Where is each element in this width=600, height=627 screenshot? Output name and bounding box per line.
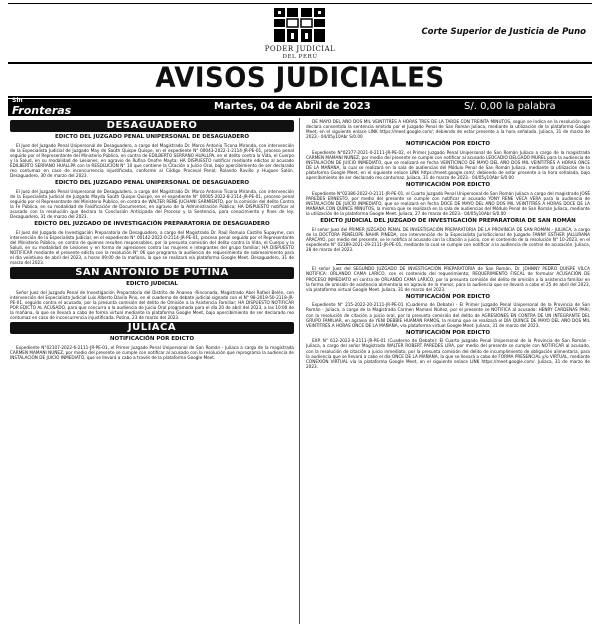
publication-date: Martes, 04 de Abril de 2023 <box>214 101 371 112</box>
notice-heading: EDICTO JUDICIAL <box>126 281 178 288</box>
notice-heading: EDICTO DEL JUZGADO PENAL UNIPERSONAL DE DESAGUADERO <box>54 180 250 187</box>
notice-heading: NOTIFICACIÓN POR EDICTO <box>405 141 491 148</box>
notice-text: EXP. N° 612-2022-0-2111-JR-PE-01 (Cuaderno de Debate): El Cuarto Juzgado Penal Unipersonal de la Provincia de San Román - Juliaca, a cargo del señor Magistrado WALTER ROBERT PAREDES LIRA, por medio del presente se cumple con NOTIFICAR al acusado, con la resolución de citación a juicio inmediato, por la presunta comisión del delito de incumplimiento de obligación alimentaria, para la audiencia que se llevará a cabo el día ONCE DE LA MAÑANA, la que se llevará a cabo de FORMA PRESENCIAL y/o VIRTUAL, mediante CONEXIÓN VIRTUAL vía la plataforma Google Meet, en el siguiente enlace LINK https://meet.google.com/. Juliaca, 31 de marzo de 2023. <box>306 338 590 369</box>
section-heading: SAN ANTONIO DE PUTINA <box>10 267 294 279</box>
notice-text: Expediente N°02386-2022-0-2111-JR-PE-01, el Cuarto Juzgado Penal Unipersonal de San Román Juliaca a cargo del magistrado JOSÉ PAREDES ERNESTO, por medio del presente se cumple con notificar al acusado YONY RENE VECA VERA para la audiencia de INSTALACIÓN DE JUICIO INMEDIATO, que se realizará en fecha DOCE DE MAYO DEL AÑO DOS MIL VEINTITRÉS A HORAS DOCE DE LA MAÑANA CON QUINCE MINUTOS, la misma que se realizará en la sala de audiencias del Módulo Penal de San Román Juliaca, mediante la utilización de la plataforma Google Meet. Juliaca, 27 de marzo de 2023.- 04/05y10Abr S/0.00 <box>306 190 590 217</box>
band-small-label: Sin <box>12 97 23 104</box>
section-heading: DESAGUADERO <box>10 120 294 132</box>
band-publication-name: Fronteras <box>12 104 72 117</box>
notice-text: El Juez del Juzgado Penal Unipersonal de Desaguadero, a cargo del Magistrado Dr. Marco Antonio Ticona Miranda, con intervención de la Especialista Judicial de Juzgado Mayda Saúth Quispe Quispe, en el expediente N° 00005-2022-8-2114-JR-PE-01, proceso penal seguido por el Representante del Ministerio Público, en contra de WALTER RENE JUCHANI SARMIENTO, por la comisión del delito Contra la Fe Pública, en su modalidad de Falsificación de Documentos, en agravio de la Administración Pública; HA DISPUESTO notificar al acusado con la resolución que declara la Conclusión Anticipada del Proceso y la Sentencia, para conocimiento y fines de ley. Desaguadero, 31 de marzo del 2023. <box>10 188 294 220</box>
section-heading: JULIACA <box>10 322 294 334</box>
left-column <box>10 119 294 624</box>
notice-text: El Juez del Juzgado Penal Unipersonal de Desaguadero, a cargo del Magistrado Dr. Marco Antonio Ticona Miranda, con intervención de la Especialista Judicial de Juzgado May de Saúth Quispe Quispe, en el expediente N° 00043-2022-1-2114-JR-PE-01, proceso penal seguido por el Representante del Ministerio Público, en contra de EDILBERTO SERRANO HUALLPA, en el delito contra la Vida, el Cuerpo y la Salud, en su modalidad de Lesiones, en agravio de Rufina Onofre Mayta; HA DISPUESTO notificar mediante edictos al acusado EDILBERTO SERRANO HUALLPA con la RESOLUCIÓN N° 10 que contiene la Citación a Juicio Oral, bajo apercibimiento de ser declarado reo contumaz en caso de inconcurrencia injustificada, conforme al Código Procesal Penal; Rolando Ravillo y Hugues Salón. Desaguadero, 30 de marzo del 2023. <box>10 142 294 179</box>
brand-name: PODER JUDICIAL <box>264 45 336 53</box>
notice-heading: NOTIFICACIÓN POR EDICTO <box>405 293 491 300</box>
signature-mark <box>336 254 560 265</box>
brand-subtitle: DEL PERÚ <box>282 54 318 60</box>
notice-heading: NOTIFICACIÓN POR EDICTO <box>109 336 195 343</box>
court-name: Corte Superior de Justicia de Puno <box>421 27 586 37</box>
notice-text: El señor Juez del PRIMER JUZGADO PENAL DE INVESTIGACIÓN PREPARATORIA DE LA PROVINCIA DE SAN ROMÁN - JULIACA, a cargo de la DOCTORA PENÉLOPE NAHIR PINEDA, con intervención de la Especialista Jurisdiccional de Juzgado FANNY ESTHER JALLURANA ARACAYO, por medio del presente, se le notifica al acusado con la citación a juicio, con el contenido de la resolución N° 10-2023, en el expediente N° 02189-2021-29-2111-JR-PE-01, mediante la cual se cumple con notificar a la audiencia de control de acusación. Juliaca, 28 de marzo del 2023. <box>306 226 590 253</box>
notice-text: Señor Juez del Juzgado Penal de Investigación Preparatoria del Distrito de Ananea -Rinconada, Magistrado Abel Rafael Belén, con intervención del Especialista Judicial Luis Alberto Dávila Pino, en el cuaderno de debate judicial signado con el N° 98-2019-50-2118-JR-PE-01, seguido contra el acusado, por la presunta comisión del delito de Omisión a la Asistencia Familiar; HA DISPUESTO NOTIFICAR POR EDICTO AL ACUSADO, para que concurra a la audiencia de Juicio Oral programada para el día 20 de abril del 2023, a las 10:00 de la mañana, la que se llevará a cabo de forma virtual mediante la plataforma Google Meet, bajo apercibimiento de ser declarado reo contumaz en caso de inconcurrencia injustificada. Putina, 23 de marzo del 2023. <box>10 289 294 321</box>
notice-text: Expediente N° 215-2022-20-2111-JR-PE-01 (Cuaderno de Debate) - El Primer Juzgado Penal Unipersonal de la Provincia de San Román - Juliaca, a cargo de la Magistrada Carmen Mamani Núñez, por el presente se NOTIFICA al acusado: HENRY CARDENAS PARI, con la resolución de citación a juicio oral, por la presunta comisión del delito de AGRESIONES EN CONTRA DE UN INTEGRANTE DEL GRUPO FAMILIAR, en agravio de YENI DEBBIE HUAMAN RAMOS, la misma que se realizará el DÍA QUINCE DE MAYO DEL AÑO DOS MIL VEINTITRÉS A HORAS ONCE DE LA MAÑANA, vía plataforma virtual Google Meet. Juliaca, 31 de marzo del 2023. <box>306 302 590 328</box>
notice-text: DE MAYO DEL AÑO DOS MIL VEINTITRÉS A HORAS TRES DE LA TARDE CON TREINTA MINUTOS, según se indica en la resolución que declara consentida la sentencia emitida por el Juzgado Penal de San Román Juliaca, mediante la utilización de la plataforma Google Meet, en el siguiente enlace LINK https://meet.google.com/; debiendo de estar presente a la hora señalada. Juliaca, 31 de marzo de 2023.- 04/05y10Abr S/0.00 <box>306 119 590 140</box>
price-per-word: S/. 0,00 la palabra <box>464 101 556 112</box>
notice-text: Expediente N°02107-2022-6-2111-JR-PE-01, el Primer Juzgado Penal Unipersonal de San Román - Juliaca a cargo de la magistrada CARMEN MAMANI NUÑEZ, por medio del presente se cumple con notificar al acusado con la resolución que reprograma la audiencia de INSTALACIÓN DE JUICIO INMEDIATO, que se llevará a cabo a través de la plataforma Google Meet. <box>10 344 294 361</box>
notice-heading: NOTIFICACIÓN POR EDICTO <box>405 182 491 189</box>
column-divider <box>299 118 300 624</box>
notice-heading: EDICTO DEL JUZGADO PENAL UNIPERSONAL DE DESAGUADERO <box>54 134 250 140</box>
notice-text: Expediente N°02377-2021-0-2111-JR-PE-02, el Primer Juzgado Penal Unipersonal de San Román Juliaca a cargo de la magistrada CARMEN MAMANI NUÑEZ, por medio del presente se cumple con notificar al acusado LEOCADIO DELGADO MUREL para la audiencia de INSTALACIÓN DE JUICIO INMEDIATO, que se realizará en fecha VEINTICINCO DE MAYO DEL AÑO DOS MIL VEINTITRÉS A HORAS ONCE DE LA MAÑANA, la cual se realizará en la sala de audiencias del Módulo Penal de San Román Juliaca, mediante la utilización de la plataforma Google Meet, en el siguiente enlace LINK https://meet.google.com/; debiendo de estar presente a la hora señalada, bajo apercibimiento de ser declarado reo contumaz. Juliaca, 31 de marzo de 2023.- 04/05y10Abr S/0.00 <box>306 149 590 181</box>
right-column <box>306 119 590 624</box>
notice-heading: NOTIFICACIÓN POR EDICTO <box>405 329 491 336</box>
title-rule-bottom <box>8 96 592 98</box>
notice-text: El señor Juez del SEGUNDO JUZGADO DE INVESTIGACIÓN PREPARATORIA de San Román, Dr. JOHNNY PEDRO QUISPE VILCA NOTIFICA: ORLANDO CAMA LARICO, con el contenido del requerimiento; REQUERIMIENTO FISCAL de formular ACUSACIÓN DE PROCESO INMEDIATO en contra de ORLANDO CAMA LARICO, por la presunta comisión del delito de omisión a la asistencia familiar en la forma de omisión de asistencia alimentaria en agravio de la menor, para la audiencia que se llevará a cabo el 25 de abril del 2023, vía plataforma virtual Google Meet. Juliaca, 31 de marzo del 2023. <box>306 266 590 292</box>
notice-text: El Juez del Juzgado de Investigación Preparatoria de Desaguadero, a cargo del Magistrado Dr. Raúl Romulo Castillo Supayme, con intervención de la Especialista Judicial, en el expediente N° 00142-2022-0-2114-JR-PE-01, proceso penal seguido por el Representante del Ministerio Público, en contra de quienes resulten responsables, por la presunta comisión del delito contra la Vida, el Cuerpo y la Salud, en su modalidad de Lesiones y en forma de agresiones contra las mujeres e integrantes del grupo familiar; HA DISPUESTO NOTIFICAR mediante el presente edicto con la resolución N° 06 que programa la audiencia de requerimiento de sobreseimiento para el día veintiuno de abril del 2023, a horas 09:00 de la mañana, la que se realizará vía plataforma Google Meet. Desaguadero, 31 de marzo del 2023. <box>10 229 294 266</box>
notice-heading: EDICTO JUDICIAL DEL JUZGADO DE INVESTIGACIÓN PREPARATORIA DE SAN ROMÁN <box>320 218 576 225</box>
notice-heading: EDICTO DEL JUZGADO DE INVESTIGACIÓN PREPARATORIA DE DESAGUADERO <box>34 221 270 228</box>
poder-judicial-logo-icon <box>272 6 327 44</box>
page-title: AVISOS JUDICIALES <box>155 62 445 94</box>
top-rule <box>8 3 592 4</box>
